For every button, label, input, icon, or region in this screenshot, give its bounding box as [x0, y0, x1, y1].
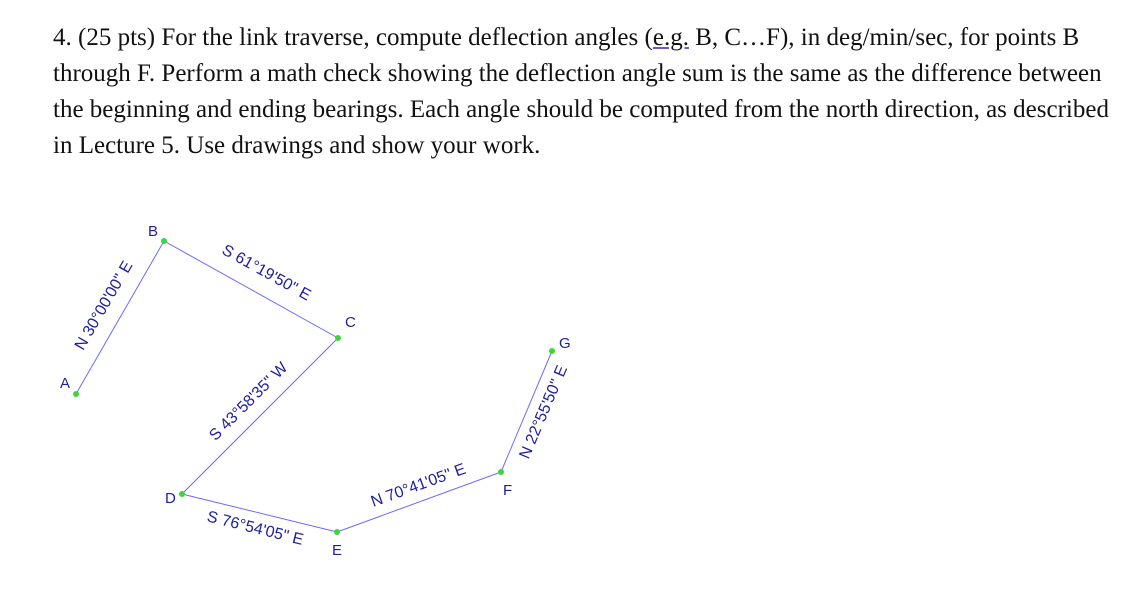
- problem-text-start: 4. (25 pts) For the link traverse, compute deflection angles (: [53, 24, 653, 51]
- bearing-bc: S 61°19'50" E: [218, 241, 314, 305]
- point-d-marker: [179, 491, 185, 497]
- bearing-cd: S 43°58'35" W: [206, 359, 292, 445]
- point-f-label: F: [503, 482, 513, 499]
- problem-text-end: B, C…F), in deg/min/sec, for points B through F. Perform a math check showing the deflection angle sum is the same as the difference between the beginning and ending bearings. Each angle should be computed from the north direction, as described in Lecture 5. Use drawings and show your work.: [53, 24, 1109, 159]
- bearing-de: S 76°54'05" E: [205, 508, 306, 549]
- point-c-label: C: [345, 314, 356, 331]
- point-b-marker: [161, 238, 167, 244]
- point-d-label: D: [165, 490, 176, 507]
- point-b-label: B: [148, 223, 159, 240]
- bearing-fg: N 22°55'50" E: [516, 363, 572, 462]
- point-g-marker: [549, 348, 555, 354]
- point-a-marker: [73, 391, 79, 397]
- bearing-ef: N 70°41'05" E: [368, 460, 469, 511]
- point-a-label: A: [60, 375, 71, 392]
- eg-abbreviation: e.g.: [652, 24, 689, 51]
- bearing-ab: N 30°00'00" E: [71, 258, 137, 354]
- point-e-marker: [334, 529, 340, 535]
- point-c-marker: [335, 335, 341, 341]
- leg-cd: [182, 338, 338, 494]
- point-f-marker: [498, 469, 504, 475]
- point-g-label: G: [559, 335, 571, 352]
- point-e-label: E: [332, 542, 343, 559]
